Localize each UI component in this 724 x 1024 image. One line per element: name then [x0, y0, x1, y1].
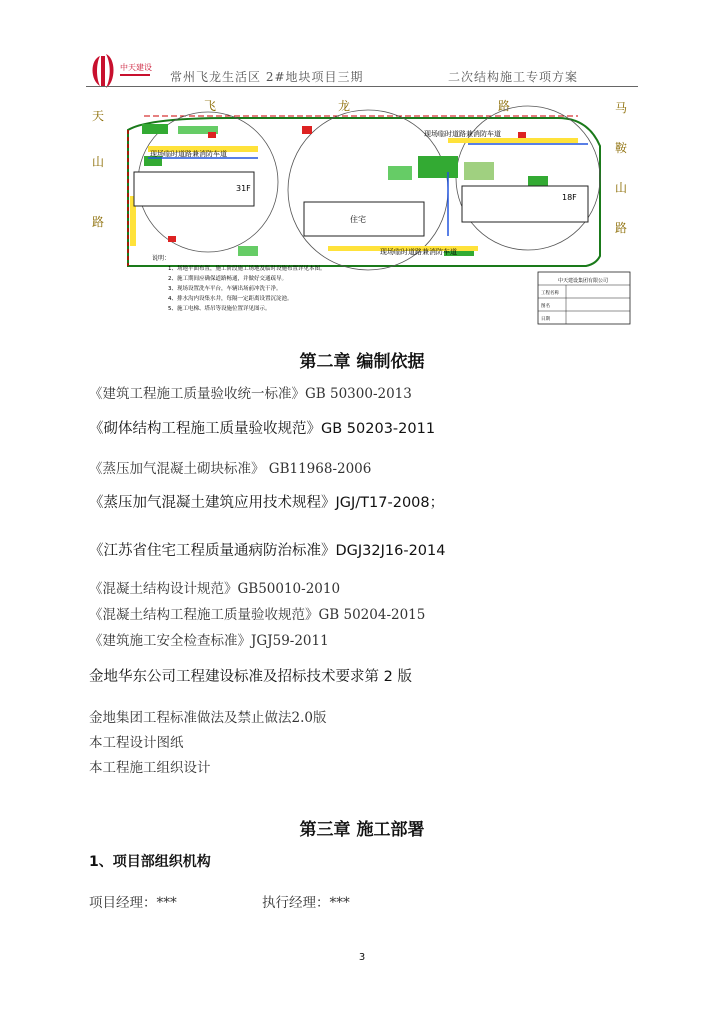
reference-item: 《建筑施工安全检查标准》JGJ59-2011	[89, 633, 329, 649]
building-right-label: 18F	[562, 193, 577, 202]
building-left-label: 31F	[236, 184, 251, 193]
road-top-char-3: 路	[498, 99, 511, 113]
chapter3-title: 第三章 施工部署	[299, 820, 425, 840]
road-left-char-1: 天	[92, 109, 105, 123]
note-line: 1、场地平面布置，施工阶段施工场地及临时设施布置详见本图。	[168, 266, 326, 272]
title-block-company: 中天建设集团有限公司	[558, 278, 609, 284]
note-line: 3、现场设置洗车平台，车辆出场前冲洗干净。	[168, 286, 282, 292]
notes-title: 说明：	[152, 255, 171, 262]
site-plan-drawing	[88, 96, 636, 328]
reference-item: 金地集团工程标准做法及禁止做法2.0版	[89, 710, 327, 726]
company-logo	[86, 50, 156, 90]
header-project-title: 常州飞龙生活区 2#地块项目三期	[170, 70, 364, 84]
road-right-char-3: 山	[615, 181, 628, 195]
road-label-top: 现场临时道路兼消防车道	[424, 130, 501, 138]
reference-item: 金地华东公司工程建设标准及招标技术要求第 2 版	[89, 669, 412, 685]
header-doc-title: 二次结构施工专项方案	[448, 70, 579, 84]
page-header	[0, 0, 724, 92]
reference-item: 《蒸压加气混凝土砌块标准》 GB11968-2006	[89, 461, 372, 477]
road-label-bottom: 现场临时道路兼消防车道	[380, 248, 457, 256]
road-right-char-4: 路	[615, 221, 628, 235]
project-manager-label: 项目经理：***	[89, 895, 177, 911]
header-divider	[86, 86, 638, 87]
chapter2-title: 第二章 编制依据	[299, 352, 425, 372]
reference-item: 《江苏省住宅工程质量通病防治标准》DGJ32J16-2014	[89, 543, 446, 559]
note-line: 5、施工电梯、塔吊等设施位置详见图示。	[168, 306, 271, 312]
building-mid-label: 住宅	[350, 215, 366, 224]
road-top-char-2: 龙	[338, 99, 351, 113]
title-block-row: 图名	[541, 304, 550, 309]
executive-manager-label: 执行经理：***	[262, 895, 350, 911]
reference-item: 本工程施工组织设计	[89, 760, 211, 776]
road-top-char-1: 飞	[204, 99, 217, 113]
page-number: 3	[358, 952, 366, 963]
note-line: 2、施工期间应确保道路畅通，并做好交通疏导。	[168, 276, 288, 282]
reference-item: 《混凝土结构设计规范》GB50010-2010	[89, 581, 341, 597]
note-line: 4、排水沟内设集水井，每隔一定距离设置沉淀池。	[168, 296, 293, 302]
title-block-row: 日期	[541, 317, 550, 322]
road-left-char-3: 路	[92, 215, 105, 229]
road-left-char-2: 山	[92, 155, 105, 169]
title-block-row: 工程名称	[541, 291, 559, 296]
section-heading: 1、项目部组织机构	[89, 854, 211, 870]
reference-item: 《混凝土结构工程施工质量验收规范》GB 50204-2015	[89, 607, 426, 623]
reference-item: 《建筑工程施工质量验收统一标准》GB 50300-2013	[89, 386, 412, 402]
road-right-char-1: 马	[615, 101, 628, 115]
reference-item: 《砌体结构工程施工质量验收规范》GB 50203-2011	[89, 421, 436, 437]
road-right-char-2: 鞍	[615, 141, 628, 155]
road-label-left: 现场临时道路兼消防车道	[150, 150, 227, 158]
logo-text: 中天建设	[120, 63, 152, 72]
reference-item: 本工程设计图纸	[89, 735, 184, 751]
reference-item: 《蒸压加气混凝土建筑应用技术规程》JGJ/T17-2008；	[89, 495, 445, 511]
